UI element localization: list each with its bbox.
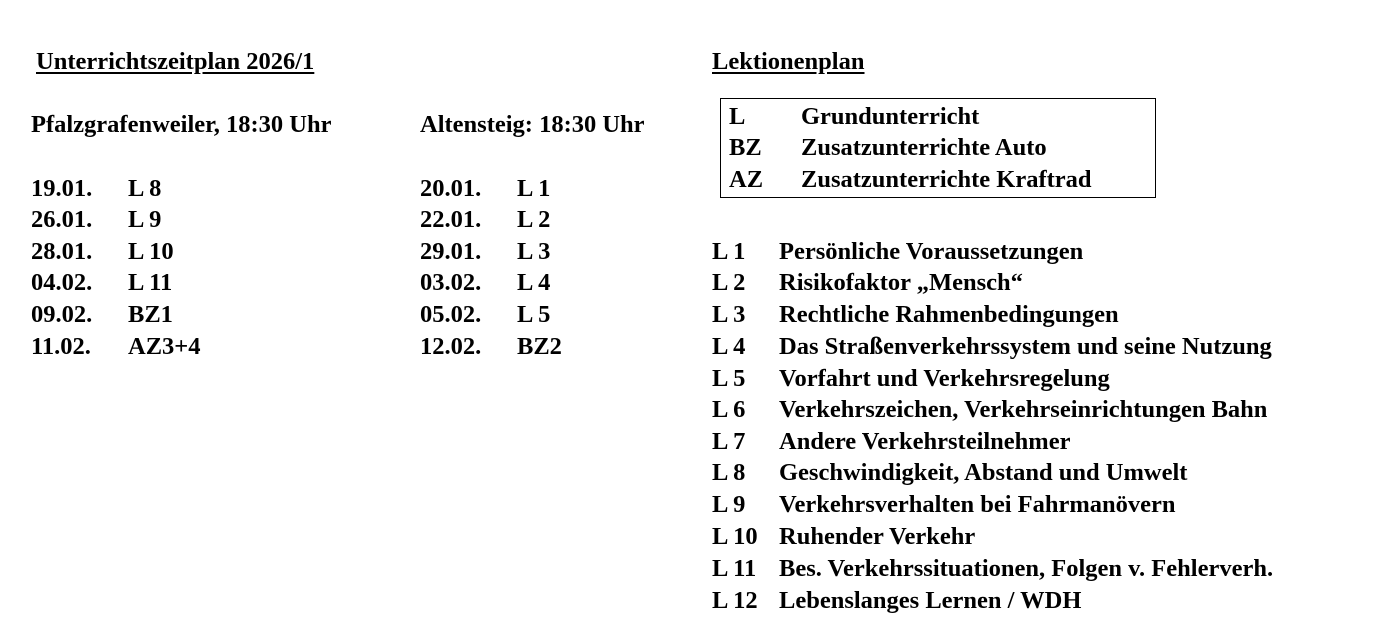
schedule-entry (31, 303, 173, 328)
lesson-code: L 7 (712, 428, 746, 455)
entry-date: 22.01. (420, 206, 482, 233)
schedule-title: Unterrichtszeitplan 2026/1 (36, 48, 315, 75)
entry-lesson: L 2 (517, 206, 551, 233)
entry-lesson: BZ2 (517, 333, 562, 360)
entry-lesson: L 4 (517, 269, 551, 296)
legend-code: AZ (729, 166, 764, 193)
entry-date: 28.01. (31, 238, 93, 265)
lesson-text: Andere Verkehrsteilnehmer (779, 428, 1071, 455)
lesson-text: Persönliche Voraussetzungen (779, 238, 1084, 265)
legend-text: Grundunterricht (801, 103, 980, 130)
entry-date: 09.02. (31, 301, 93, 328)
lesson-code: L 11 (712, 555, 757, 582)
lesson-code: L 9 (712, 491, 746, 518)
entry-lesson: L 1 (517, 175, 551, 202)
legend-code: L (729, 103, 746, 130)
legend-row (729, 168, 1092, 193)
lesson-code: L 4 (712, 333, 746, 360)
schedule-entry (420, 335, 562, 360)
schedule-heading-altensteig: Altensteig: 18:30 Uhr (420, 111, 645, 138)
lesson-text: Verkehrszeichen, Verkehrseinrichtungen Bahn (779, 396, 1268, 423)
entry-date: 05.02. (420, 301, 482, 328)
schedule-heading-pfalzgrafenweiler: Pfalzgrafenweiler, 18:30 Uhr (31, 111, 332, 138)
lesson-code: L 10 (712, 523, 758, 550)
schedule-entry (420, 240, 550, 265)
legend-row (729, 136, 1047, 161)
entry-date: 26.01. (31, 206, 93, 233)
entry-date: 04.02. (31, 269, 93, 296)
lesson-row (712, 525, 975, 550)
legend-text: Zusatzunterrichte Auto (801, 134, 1047, 161)
lesson-code: L 12 (712, 587, 758, 614)
schedule-entry (31, 177, 161, 202)
entry-date: 19.01. (31, 175, 93, 202)
schedule-entry (31, 208, 161, 233)
lesson-text: Bes. Verkehrssituationen, Folgen v. Fehlerverh. (779, 555, 1274, 582)
schedule-entry (420, 303, 550, 328)
entry-lesson: L 8 (128, 175, 162, 202)
lesson-row (712, 557, 1273, 582)
schedule-entry (31, 240, 174, 265)
entry-lesson: L 11 (128, 269, 173, 296)
entry-lesson: L 9 (128, 206, 162, 233)
lesson-row (712, 430, 1070, 455)
legend-code: BZ (729, 134, 762, 161)
lesson-text: Risikofaktor „Mensch“ (779, 269, 1023, 296)
lesson-code: L 2 (712, 269, 746, 296)
entry-date: 20.01. (420, 175, 482, 202)
lesson-row (712, 493, 1176, 518)
lesson-text: Das Straßenverkehrssystem und seine Nutzung (779, 333, 1272, 360)
entry-date: 12.02. (420, 333, 482, 360)
lesson-text: Lebenslanges Lernen / WDH (779, 587, 1082, 614)
entry-date: 29.01. (420, 238, 482, 265)
entry-date: 11.02. (31, 333, 91, 360)
lesson-row (712, 461, 1187, 486)
entry-date: 03.02. (420, 269, 482, 296)
schedule-entry (31, 335, 201, 360)
legend-box (720, 98, 1156, 198)
lesson-row (712, 367, 1110, 392)
lesson-code: L 6 (712, 396, 746, 423)
lesson-row (712, 398, 1267, 423)
lesson-code: L 8 (712, 459, 746, 486)
entry-lesson: L 5 (517, 301, 551, 328)
lesson-code: L 5 (712, 365, 746, 392)
schedule-entry (420, 208, 550, 233)
lesson-row (712, 303, 1119, 328)
lesson-plan-title: Lektionenplan (712, 48, 865, 75)
entry-lesson: L 10 (128, 238, 174, 265)
schedule-entry (420, 271, 550, 296)
lesson-text: Rechtliche Rahmenbedingungen (779, 301, 1119, 328)
lesson-text: Ruhender Verkehr (779, 523, 976, 550)
entry-lesson: AZ3+4 (128, 333, 201, 360)
lesson-text: Verkehrsverhalten bei Fahrmanövern (779, 491, 1176, 518)
lesson-row (712, 589, 1081, 614)
lesson-row (712, 240, 1083, 265)
lesson-text: Vorfahrt und Verkehrsregelung (779, 365, 1110, 392)
lesson-text: Geschwindigkeit, Abstand und Umwelt (779, 459, 1188, 486)
entry-lesson: BZ1 (128, 301, 173, 328)
lesson-row (712, 271, 1023, 296)
legend-text: Zusatzunterrichte Kraftrad (801, 166, 1092, 193)
schedule-entry (31, 271, 172, 296)
lesson-code: L 1 (712, 238, 746, 265)
lesson-row (712, 335, 1272, 360)
entry-lesson: L 3 (517, 238, 551, 265)
schedule-entry (420, 177, 550, 202)
legend-row (729, 105, 979, 130)
lesson-code: L 3 (712, 301, 746, 328)
